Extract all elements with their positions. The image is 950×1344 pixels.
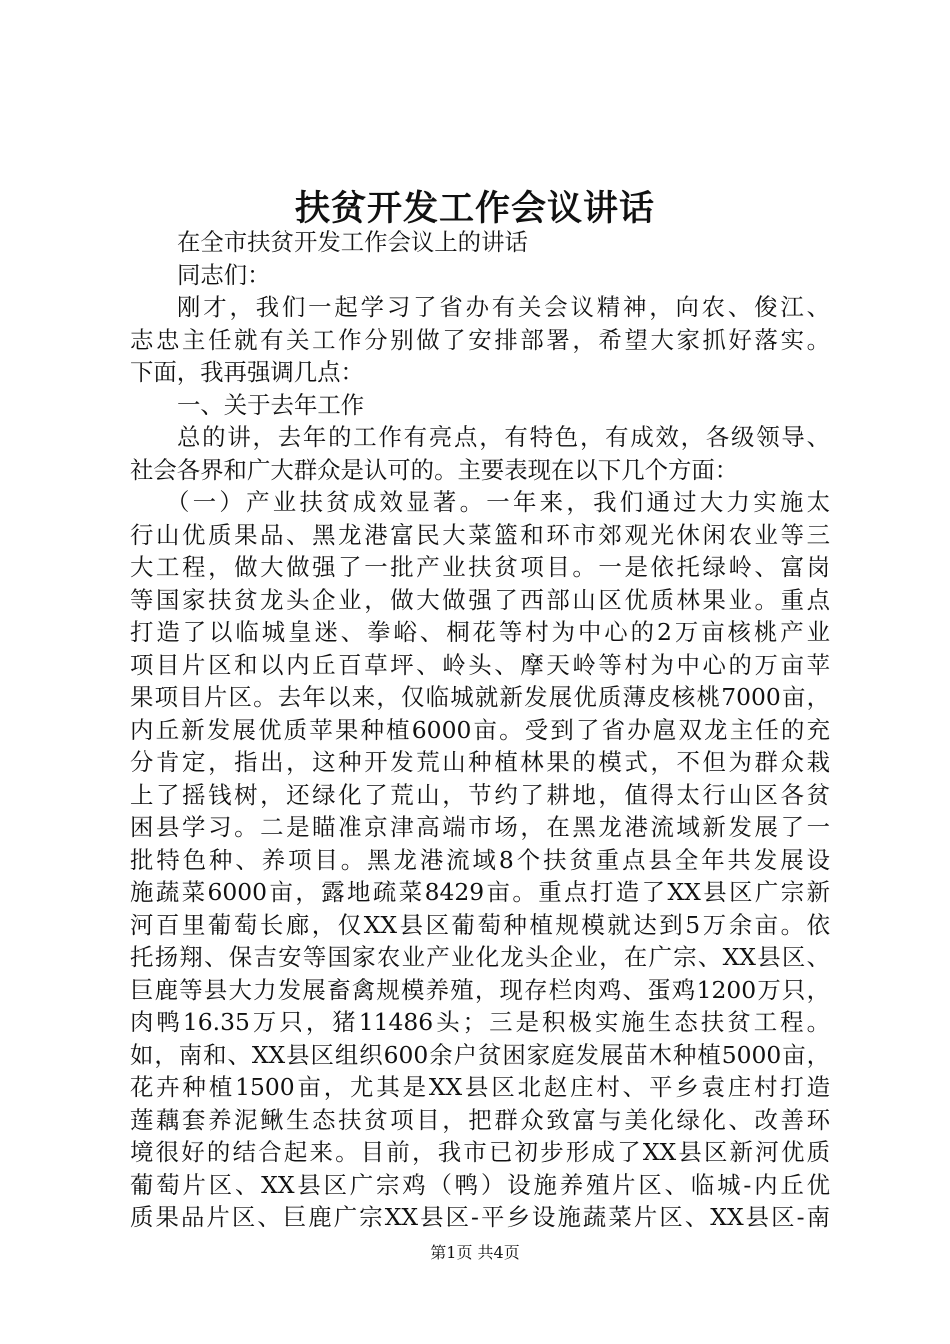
- paragraph-line: 项目片区和以内丘百草坪、岭头、摩天岭等村为中心的万亩苹: [130, 650, 830, 679]
- paragraph-line: 等国家扶贫龙头企业，做大做强了西部山区优质林果业。重点: [130, 585, 830, 614]
- paragraph-line: 质果品片区、巨鹿广宗XX县区-平乡设施蔬菜片区、XX县区-南: [130, 1203, 830, 1231]
- speech-heading-line: 在全市扶贫开发工作会议上的讲话: [177, 228, 528, 256]
- section-heading-line: 一、关于去年工作: [177, 390, 365, 419]
- paragraph-line: （一）产业扶贫成效显著。一年来，我们通过大力实施太: [166, 488, 830, 516]
- paragraph-line: 境很好的结合起来。目前，我市已初步形成了XX县区新河优质: [130, 1138, 830, 1166]
- paragraph-line: 困县学习。二是瞄准京津高端市场，在黑龙港流域新发展了一: [130, 813, 830, 841]
- paragraph-line: 肉鸭16.35万只，猪11486头；三是积极实施生态扶贫工程。: [130, 1008, 830, 1036]
- paragraph-line: 刚才，我们一起学习了省办有关会议精神，向农、俊江、: [177, 293, 830, 321]
- paragraph-line: 总的讲，去年的工作有亮点，有特色，有成效，各级领导、: [177, 423, 830, 451]
- paragraph-line: 巨鹿等县大力发展畜禽规模养殖，现存栏肉鸡、蛋鸡1200万只，: [130, 975, 830, 1004]
- paragraph-line: 分肯定，指出，这种开发荒山种植林果的模式，不但为群众栽: [130, 748, 830, 776]
- paragraph-line: 内丘新发展优质苹果种植6000亩。受到了省办扈双龙主任的充: [130, 715, 830, 744]
- paragraph-line: 果项目片区。去年以来，仅临城就新发展优质薄皮核桃7000亩，: [130, 683, 830, 711]
- paragraph-line: 批特色种、养项目。黑龙港流域8个扶贫重点县全年共发展设: [130, 845, 830, 874]
- paragraph-line: 托扬翔、保吉安等国家农业产业化龙头企业，在广宗、XX县区、: [130, 943, 830, 971]
- paragraph-line: 上了摇钱树，还绿化了荒山，节约了耕地，值得太行山区各贫: [130, 780, 830, 809]
- paragraph-line: 莲藕套养泥鳅生态扶贫项目，把群众致富与美化绿化、改善环: [130, 1105, 830, 1134]
- paragraph-line: 大工程，做大做强了一批产业扶贫项目。一是依托绿岭、富岗: [130, 553, 830, 581]
- salutation-line: 同志们：: [177, 260, 271, 289]
- paragraph-line: 下面，我再强调几点：: [130, 358, 364, 386]
- paragraph-line: 施蔬菜6000亩，露地疏菜8429亩。重点打造了XX县区广宗新: [130, 878, 830, 906]
- page-number: 第1页 共4页: [430, 1243, 520, 1262]
- paragraph-line: 花卉种植1500亩，尤其是XX县区北赵庄村、平乡袁庄村打造: [130, 1073, 830, 1101]
- page-footer: [0, 1241, 950, 1265]
- document-title: 扶贫开发工作会议讲话: [294, 188, 655, 229]
- paragraph-line: 打造了以临城皇迷、拳峪、桐花等村为中心的2万亩核桃产业: [130, 618, 830, 646]
- paragraph-line: 河百里葡萄长廊，仅XX县区葡萄种植规模就达到5万余亩。依: [130, 910, 830, 939]
- paragraph-line: 行山优质果品、黑龙港富民大菜篮和环市郊观光休闲农业等三: [130, 520, 830, 549]
- paragraph-line: 如，南和、XX县区组织600余户贫困家庭发展苗木种植5000亩，: [130, 1040, 830, 1069]
- document-body: [130, 226, 830, 1234]
- paragraph-line: 葡萄片区、XX县区广宗鸡（鸭）设施养殖片区、临城-内丘优: [130, 1170, 830, 1199]
- paragraph-line: 志忠主任就有关工作分别做了安排部署，希望大家抓好落实。: [130, 325, 830, 354]
- paragraph-line: 社会各界和广大群众是认可的。主要表现在以下几个方面：: [130, 455, 739, 484]
